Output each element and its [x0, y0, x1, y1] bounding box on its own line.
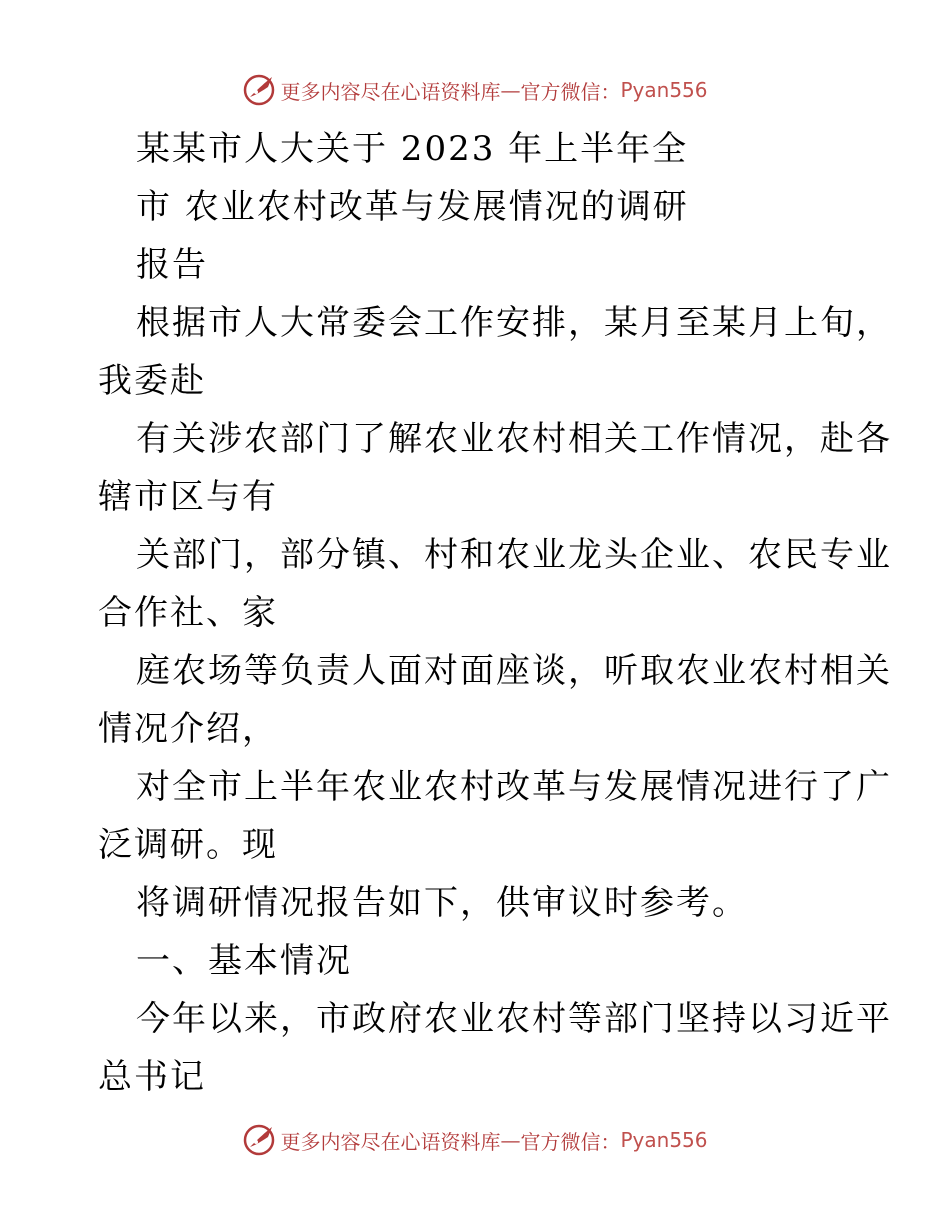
doc-line: 关部门，部分镇、村和农业龙头企业、农民专业	[136, 535, 892, 575]
header-watermark	[0, 70, 950, 110]
watermark-wechat-id: Pyan556	[620, 1128, 708, 1152]
doc-line: 总书记	[98, 1057, 206, 1097]
watermark-main-text: 更多内容尽在心语资料库	[280, 79, 501, 104]
quill-logo-icon	[242, 1123, 276, 1157]
section-heading: 一、基本情况	[136, 941, 352, 981]
doc-line: 辖市区与有	[98, 477, 278, 517]
doc-line: 我委赴	[98, 361, 206, 401]
doc-line: 报告	[136, 245, 208, 285]
quill-logo-icon	[242, 73, 276, 107]
watermark-main-text: 更多内容尽在心语资料库	[280, 1129, 501, 1154]
watermark-wechat-id: Pyan556	[620, 78, 708, 102]
watermark-dash: —	[500, 1128, 521, 1152]
doc-line: 根据市人大常委会工作安排，某月至某月上旬，	[136, 303, 892, 343]
doc-line: 今年以来，市政府农业农村等部门坚持以习近平	[136, 999, 892, 1039]
watermark-suffix-text: 官方微信：	[520, 1129, 621, 1154]
doc-line: 将调研情况报告如下，供审议时参考。	[136, 883, 748, 923]
document-body	[98, 120, 892, 1106]
watermark-suffix-text: 官方微信：	[520, 79, 621, 104]
doc-line: 某某市人大关于 2023 年上半年全	[136, 129, 689, 169]
doc-line: 泛调研。现	[98, 825, 278, 865]
doc-line: 有关涉农部门了解农业农村相关工作情况，赴各	[136, 419, 892, 459]
doc-line: 情况介绍，	[98, 709, 278, 749]
doc-line: 合作社、家	[98, 593, 278, 633]
doc-line: 对全市上半年农业农村改革与发展情况进行了广	[136, 767, 892, 807]
doc-line: 庭农场等负责人面对面座谈，听取农业农村相关	[136, 651, 892, 691]
footer-watermark	[0, 1120, 950, 1160]
watermark-dash: —	[500, 78, 521, 102]
doc-line: 市 农业农村改革与发展情况的调研	[136, 187, 689, 227]
